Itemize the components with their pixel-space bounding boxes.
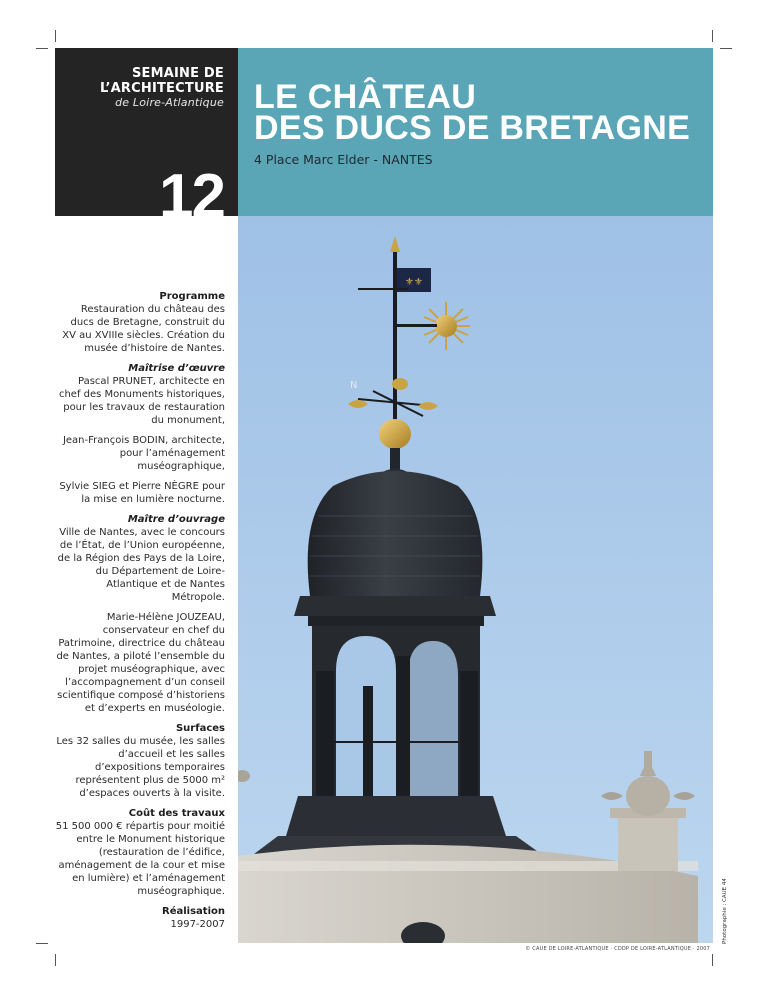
text-maitrise-3: Sylvie SIEG et Pierre NÈGRE pour la mise en lumière nocturne. xyxy=(59,481,225,505)
series-title xyxy=(100,66,224,109)
section-surfaces xyxy=(55,722,225,800)
text-programme: Restauration du château des ducs de Bretagne, construit du XV au XVIIIe siècles. Création du musée d’histoire de Nantes. xyxy=(62,304,225,354)
photo-credit: Photographie : CAUE 44 xyxy=(722,878,728,944)
crop-mark xyxy=(720,48,732,49)
title-line-1: LE CHÂTEAU xyxy=(254,78,477,116)
series-block xyxy=(55,48,238,231)
heading-maitrise: Maîtrise d’œuvre xyxy=(128,363,225,374)
section-maitrise xyxy=(55,362,225,506)
series-line-2: L’ARCHITECTURE xyxy=(100,81,224,96)
text-cout: 51 500 000 € répartis pour moitié entre le Monument historique (restauration de l’édifice, aménagement de la cour et mise en lumière) et l’aménagement muséographique. xyxy=(55,821,225,897)
heading-programme: Programme xyxy=(159,291,225,302)
copyright: © CAUE DE LOIRE-ATLANTIQUE · CDDP DE LOIRE-ATLANTIQUE · 2007 xyxy=(525,946,710,952)
photo-bell-tower xyxy=(238,216,713,943)
page-title xyxy=(254,78,691,147)
text-surfaces: Les 32 salles du musée, les salles d’accueil et les salles d’expositions temporaires représentent plus de 5000 m² d’espaces ouverts à la visite. xyxy=(56,736,225,799)
address: 4 Place Marc Elder - NANTES xyxy=(254,152,433,167)
info-column xyxy=(55,290,225,938)
text-realisation: 1997-2007 xyxy=(170,919,225,930)
title-line-2: DES DUCS DE BRETAGNE xyxy=(254,109,691,147)
heading-maitre-ouvrage: Maître d’ouvrage xyxy=(127,514,225,525)
crop-mark xyxy=(55,954,56,966)
section-realisation xyxy=(55,905,225,931)
crop-mark xyxy=(36,48,48,49)
series-subtitle: de Loire-Atlantique xyxy=(115,96,224,109)
text-maitrise-2: Jean-François BODIN, architecte, pour l’aménagement muséographique, xyxy=(62,435,225,472)
section-programme xyxy=(55,290,225,355)
crop-mark xyxy=(712,954,713,966)
series-line-1: SEMAINE DE xyxy=(131,66,224,81)
section-cout xyxy=(55,807,225,898)
crop-mark xyxy=(36,943,48,944)
text-maitrise-1: Pascal PRUNET, architecte en chef des Monuments historiques, pour les travaux de restauration du monument, xyxy=(58,376,225,426)
text-maitre-ouvrage-1: Ville de Nantes, avec le concours de l’État, de l’Union européenne, de la Région des Pays de la Loire, du Département de Loire-Atlantique et de Nantes Métropole. xyxy=(57,527,225,603)
heading-surfaces: Surfaces xyxy=(175,723,225,734)
svg-text:N: N xyxy=(350,380,358,391)
text-maitre-ouvrage-2: Marie-Hélène JOUZEAU, conservateur en chef du Patrimoine, directrice du château de Nantes, a piloté l’ensemble du projet muséographique, avec l’accompagnement d’un conseil scientifique composé d’historiens et d’experts en muséologie. xyxy=(56,612,225,714)
svg-text:⚜⚜: ⚜⚜ xyxy=(405,277,423,288)
section-maitre-ouvrage xyxy=(55,513,225,715)
crop-mark xyxy=(55,30,56,42)
heading-cout: Coût des travaux xyxy=(128,808,225,819)
title-block xyxy=(238,48,713,216)
heading-realisation: Réalisation xyxy=(162,906,225,917)
sheet-number: 12 xyxy=(159,162,224,231)
crop-mark xyxy=(712,30,713,42)
